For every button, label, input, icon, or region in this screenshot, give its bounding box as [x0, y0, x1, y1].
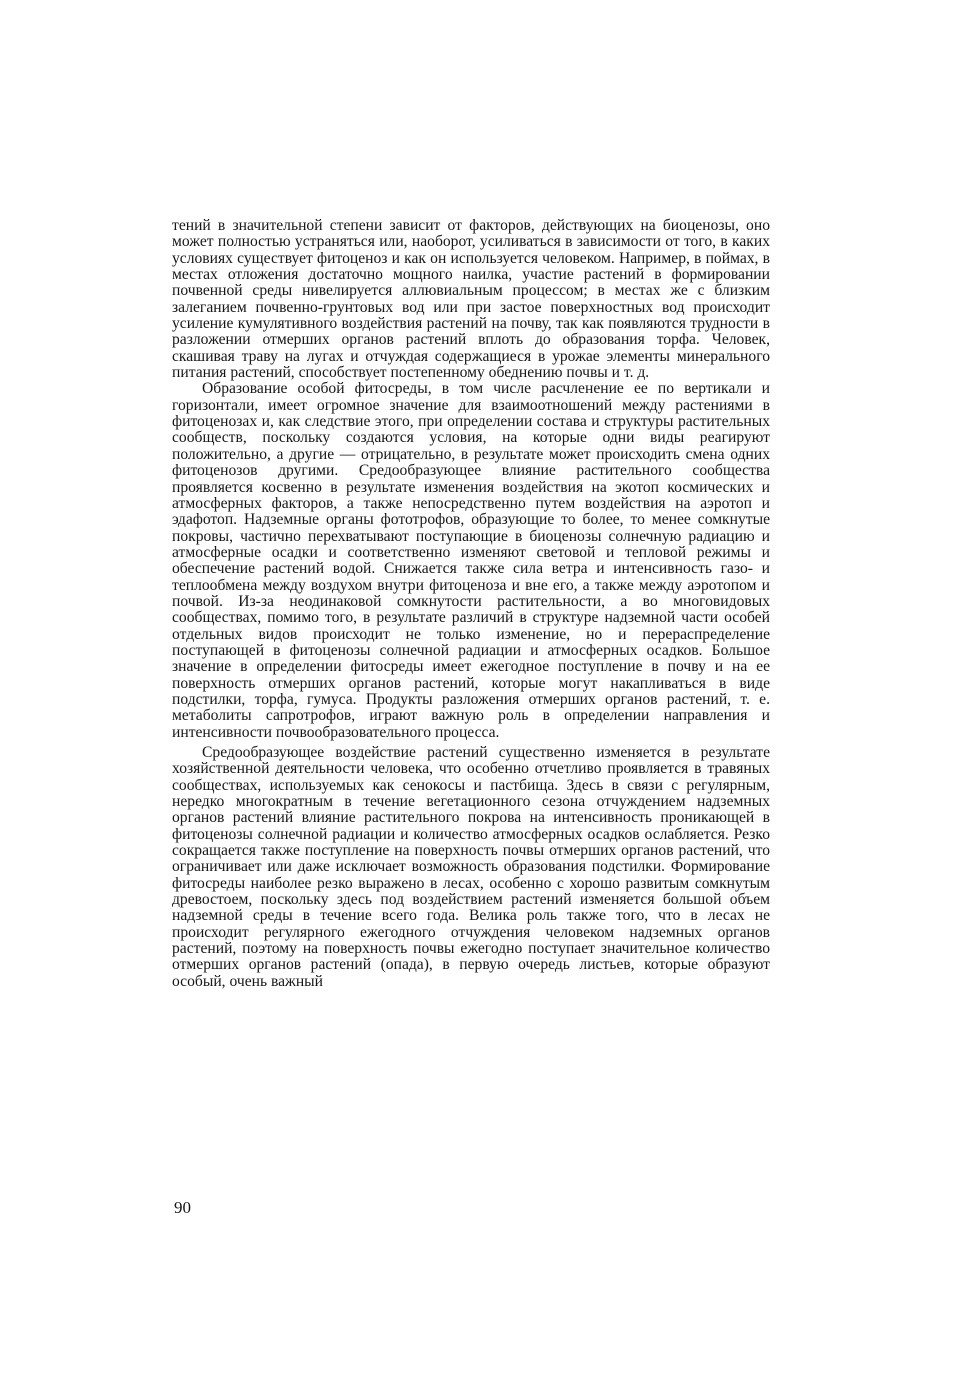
paragraph-3: Средообразующее воздействие растений существенно изменяется в результате хозяйственной деятельности человека, что особенно отчетливо проявляется в травяных сообществах, используемых как сенокосы и пастбища. Здесь в связи с регулярным, нередко многократным в течение вегетационного сезона отчуждением надземных органов растений влияние растительного покрова на интенсивность проникающей в фитоценозы солнечной радиации и количество атмосферных осадков ослабляется. Резко сокращается также поступление на поверхность почвы отмерших органов растений, что ограничивает или даже исключает возможность образования подстилки. Формирование фитосреды наиболее резко выражено в лесах, особенно с хорошо развитым сомкнутым древостоем, поскольку здесь под воздействием растений изменяется большой объем надземной среды в течение всего года. Велика роль также того, что в лесах не происходит регулярного ежегодного отчуждения человеком надземных органов растений, поэтому на поверхность почвы ежегодно поступает значительное количество отмерших органов растений (опада), в первую очередь листьев, которые образуют особый, очень важный: [172, 744, 770, 990]
paragraph-1: тений в значительной степени зависит от факторов, действующих на биоценозы, оно может полностью устраняться или, наоборот, усиливаться в зависимости от того, в каких условиях существует фитоценоз и как он используется человеком. Например, в поймах, в местах отложения достаточно мощного наилка, участие растений в формировании почвенной среды нивелируется аллювиальным процессом; в местах же с близким залеганием почвенно-грунтовых вод или при застое поверхностных вод происходит усиление кумулятивного воздействия растений на почву, так как появляются трудности в разложении отмерших органов растений вплоть до образования торфа. Человек, скашивая траву на лугах и отчуждая содержащиеся в урожае элементы минерального питания растений, способствует постепенному обеднению почвы и т. д.: [172, 217, 770, 382]
paragraph-2: Образование особой фитосреды, в том числе расчленение ее по вертикали и горизонтали, имеет огромное значение для взаимоотношений между растениями в фитоценозах и, как следствие этого, при определении состава и структуры растительных сообществ, поскольку создаются условия, на которые одни виды реагируют положительно, а другие — отрицательно, в результате может происходить смена одних фитоценозов другими. Средообразующее влияние растительного сообщества проявляется косвенно в результате изменения воздействия на экотоп космических и атмосферных факторов, а также непосредственно путем воздействия на аэротоп и эдафотоп. Надземные органы фототрофов, образующие то более, то менее сомкнутые покровы, частично перехватывают поступающие в биоценозы солнечную радиацию и атмосферные осадки и соответственно изменяют световой и тепловой режимы и обеспечение растений водой. Снижается также сила ветра и интенсивность газо- и теплообмена между воздухом внутри фитоценоза и вне его, а также между аэротопом и почвой. Из-за неодинаковой сомкнутости растительности, а во многовидовых сообществах, помимо того, в результате различий в структуре надземной части особей отдельных видов происходит не только изменение, но и перераспределение поступающей в фитоценозы солнечной радиации и атмосферных осадков. Большое значение в определении фитосреды имеет ежегодное поступление в почву и на ее поверхность отмерших органов растений, которые могут накапливаться в виде подстилки, торфа, гумуса. Продукты разложения отмерших органов растений, т. е. метаболиты сапротрофов, играют важную роль в определении направления и интенсивности почвообразовательного процесса.: [172, 380, 770, 741]
body-text: [172, 218, 770, 990]
page-number: 90: [174, 1198, 191, 1217]
